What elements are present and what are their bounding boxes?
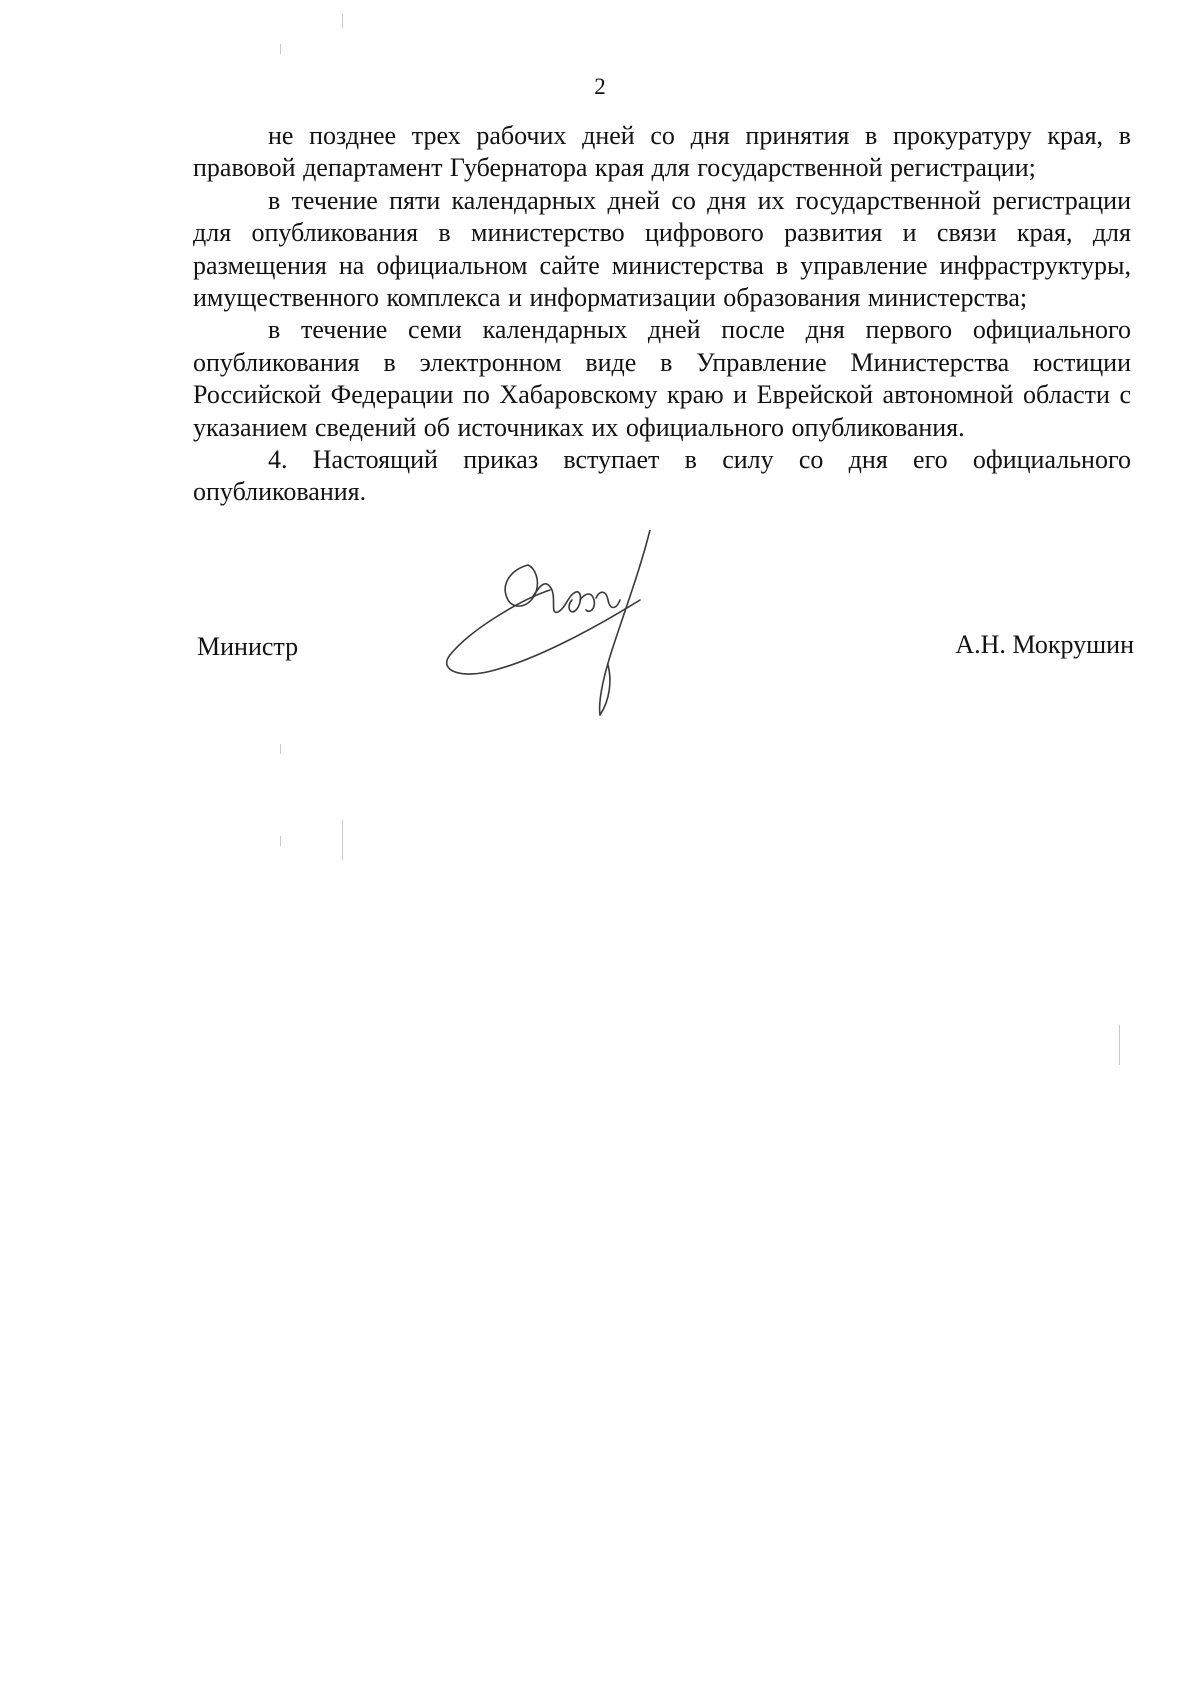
scan-artifact: [342, 14, 343, 28]
signatory-name: А.Н. Мокрушин: [955, 630, 1134, 659]
paragraph-deadline-justice-ministry: в течение семи календарных дней после дня первого официального опубликования в электронном виде в Управление Министерства юстиции Российской Федерации по Хабаровскому краю и Еврейской автономной области с указанием сведений об источниках их официального опубликования.: [193, 315, 1131, 442]
paragraph-deadline-prosecutor: не позднее трех рабочих дней со дня принятия в прокуратуру края, в правовой департамент Губернатора края для государственной регистрации;: [193, 121, 1131, 183]
scan-artifact: [280, 744, 281, 754]
document-body: [193, 120, 1131, 509]
scan-artifact: [280, 836, 281, 846]
scan-artifact: [280, 44, 281, 54]
scan-artifact: [342, 820, 343, 860]
paragraph-entry-into-force: 4. Настоящий приказ вступает в силу со дня его официального опубликования.: [193, 445, 1131, 507]
paragraph-deadline-publication: в течение пяти календарных дней со дня их государственной регистрации для опубликования в министерство цифрового развития и связи края, для размещения на официальном сайте министерства в управление инфраструктуры, имущественного комплекса и информатизации образования министерства;: [193, 185, 1131, 313]
handwritten-signature: [440, 530, 670, 720]
scan-artifact: [1119, 1025, 1120, 1065]
page-number: 2: [594, 74, 606, 99]
signatory-position: Министр: [197, 632, 299, 661]
